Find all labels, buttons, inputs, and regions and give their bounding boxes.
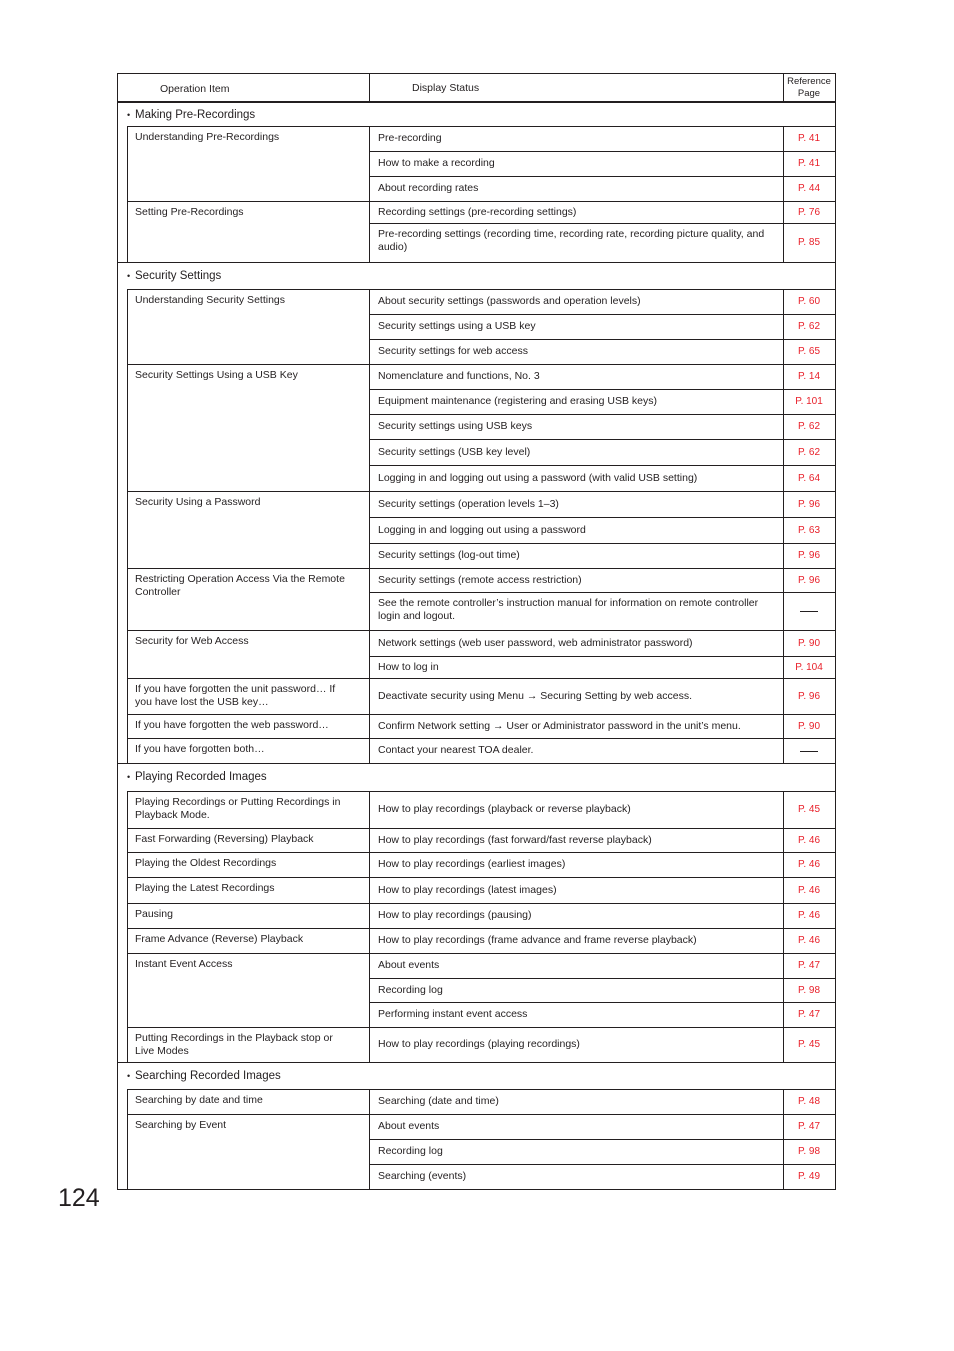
section-title: Making Pre-Recordings [135, 109, 256, 121]
reference-page-link: P. 98 [797, 1146, 821, 1157]
row-divider [369, 592, 835, 593]
operation-item: Frame Advance (Reverse) Playback [135, 933, 304, 945]
row-divider [369, 543, 835, 544]
operation-item: If you have forgotten the web password… [135, 719, 329, 731]
row-divider [369, 1164, 835, 1165]
reference-page-link: P. 45 [797, 804, 821, 815]
display-status: Security settings for web access [378, 345, 528, 357]
display-status: Network settings (web user password, web administrator password) [378, 637, 693, 649]
column-divider [127, 791, 128, 1062]
column-divider [127, 1089, 128, 1189]
reference-page-link: P. 90 [797, 721, 821, 732]
page-number: 124 [58, 1184, 100, 1212]
display-status: Contact your nearest TOA dealer. [378, 744, 534, 756]
row-divider [117, 262, 835, 263]
row-divider [369, 978, 835, 979]
display-status: Security settings using a USB key [378, 320, 536, 332]
reference-page-link: P. 96 [797, 499, 821, 510]
reference-page-link: P. 48 [797, 1096, 821, 1107]
operation-item: Understanding Pre-Recordings [135, 131, 280, 143]
reference-page-link: P. 64 [797, 473, 821, 484]
row-divider [127, 903, 835, 904]
reference-page-link: P. 76 [797, 207, 821, 218]
row-divider [369, 656, 835, 657]
bullet-marker: • [127, 772, 131, 782]
reference-page-link: P. 47 [797, 1009, 821, 1020]
reference-page-link: P. 96 [797, 550, 821, 561]
row-divider [369, 1139, 835, 1140]
section-title: Searching Recorded Images [135, 1070, 281, 1082]
bullet-marker: • [127, 271, 131, 281]
header-reference-page: Reference Page [787, 76, 831, 99]
reference-page-link: P. 62 [797, 321, 821, 332]
section-title: Security Settings [135, 270, 222, 282]
operation-item: If you have forgotten both… [135, 743, 265, 755]
operation-item: Setting Pre-Recordings [135, 206, 244, 218]
row-divider [127, 1089, 835, 1090]
row-divider [127, 126, 835, 127]
display-status: Pre-recording settings (recording time, recording rate, recording picture quality, and audio) [378, 228, 765, 253]
operation-item: Pausing [135, 908, 173, 920]
display-status: How to make a recording [378, 157, 495, 169]
display-status: See the remote controller’s instruction manual for information on remote controller login and logout. [378, 597, 759, 622]
row-divider [127, 201, 835, 202]
operation-item: Playing the Oldest Recordings [135, 857, 277, 869]
reference-page-link: P. 41 [797, 158, 821, 169]
operation-item: Restricting Operation Access Via the Remote Controller [135, 573, 345, 598]
display-status: About events [378, 959, 440, 971]
operation-item: Putting Recordings in the Playback stop or Live Modes [135, 1032, 333, 1057]
row-divider [369, 1002, 835, 1003]
display-status: Security settings (remote access restriction) [378, 574, 582, 586]
bullet-marker: • [127, 1071, 131, 1081]
display-status: Pre-recording [378, 132, 442, 144]
reference-page-link: P. 98 [797, 985, 821, 996]
row-divider [127, 1027, 835, 1028]
row-divider [117, 101, 835, 103]
column-divider [369, 791, 370, 1062]
display-status: How to log in [378, 661, 439, 673]
display-status: How to play recordings (fast forward/fast reverse playback) [378, 834, 652, 846]
row-divider [127, 678, 835, 679]
display-status: Confirm Network setting → User or Administrator password in the unit’s menu. [378, 720, 741, 732]
operation-item: Playing Recordings or Putting Recordings in Playback Mode. [135, 796, 341, 821]
row-divider [369, 176, 835, 177]
row-divider [369, 414, 835, 415]
display-status: Nomenclature and functions, No. 3 [378, 370, 540, 382]
reference-page-link: P. 60 [797, 296, 821, 307]
display-status: How to play recordings (playback or reverse playback) [378, 803, 631, 815]
display-status: Logging in and logging out using a password (with valid USB setting) [378, 472, 698, 484]
row-divider [127, 791, 835, 792]
reference-page-link: P. 46 [797, 885, 821, 896]
bullet-marker: • [127, 110, 131, 120]
column-divider [369, 126, 370, 262]
display-status: Performing instant event access [378, 1008, 528, 1020]
reference-page-link: P. 62 [797, 447, 821, 458]
no-reference-dash [800, 611, 818, 612]
reference-page-link: P. 46 [797, 910, 821, 921]
display-status: Searching (date and time) [378, 1095, 499, 1107]
row-divider [127, 1114, 835, 1115]
row-divider [127, 828, 835, 829]
row-divider [369, 465, 835, 466]
reference-page-link: P. 96 [797, 691, 821, 702]
display-status: About recording rates [378, 182, 479, 194]
operation-item: Security Using a Password [135, 496, 261, 508]
reference-page-link: P. 44 [797, 183, 821, 194]
section-title: Playing Recorded Images [135, 771, 267, 783]
operation-item: Instant Event Access [135, 958, 233, 970]
row-divider [369, 439, 835, 440]
operation-item: Searching by date and time [135, 1094, 263, 1106]
row-divider [127, 928, 835, 929]
row-divider [117, 763, 835, 764]
display-status: Recording log [378, 1145, 443, 1157]
row-divider [127, 852, 835, 853]
operation-item: Playing the Latest Recordings [135, 882, 275, 894]
reference-page-link: P. 46 [797, 835, 821, 846]
row-divider [369, 223, 835, 224]
reference-page-link: P. 49 [797, 1171, 821, 1182]
row-divider [127, 953, 835, 954]
reference-page-link: P. 46 [797, 859, 821, 870]
display-status: Security settings using USB keys [378, 420, 533, 432]
row-divider [127, 877, 835, 878]
row-divider [369, 151, 835, 152]
display-status: Deactivate security using Menu → Securing Setting by web access. [378, 690, 692, 702]
display-status: Recording log [378, 984, 443, 996]
display-status: Security settings (log-out time) [378, 549, 520, 561]
display-status: Security settings (operation levels 1–3) [378, 498, 559, 510]
display-status: Logging in and logging out using a password [378, 524, 586, 536]
no-reference-dash [800, 751, 818, 752]
row-divider [127, 364, 835, 365]
row-divider [369, 314, 835, 315]
reference-page-link: P. 47 [797, 1121, 821, 1132]
reference-page-link: P. 96 [797, 575, 821, 586]
display-status: About events [378, 1120, 440, 1132]
reference-page-link: P. 47 [797, 960, 821, 971]
display-status: About security settings (passwords and operation levels) [378, 295, 641, 307]
header-display-status: Display Status [412, 82, 480, 94]
row-divider [127, 738, 835, 739]
reference-page-link: P. 85 [797, 237, 821, 248]
reference-page-link: P. 104 [795, 662, 823, 673]
operation-item: Fast Forwarding (Reversing) Playback [135, 833, 314, 845]
display-status: Equipment maintenance (registering and erasing USB keys) [378, 395, 657, 407]
reference-page-link: P. 14 [797, 371, 821, 382]
row-divider [127, 714, 835, 715]
reference-page-link: P. 62 [797, 421, 821, 432]
row-divider [127, 568, 835, 569]
operation-item: If you have forgotten the unit password… If you have lost the USB key… [135, 683, 336, 708]
reference-page-link: P. 63 [797, 525, 821, 536]
row-divider [369, 517, 835, 518]
row-divider [127, 289, 835, 290]
row-divider [369, 339, 835, 340]
display-status: How to play recordings (pausing) [378, 909, 532, 921]
display-status: Searching (events) [378, 1170, 467, 1182]
column-divider [369, 289, 370, 763]
reference-page-link: P. 46 [797, 935, 821, 946]
reference-page-link: P. 41 [797, 133, 821, 144]
operation-item: Searching by Event [135, 1119, 227, 1131]
display-status: How to play recordings (playing recordings) [378, 1038, 580, 1050]
header-operation-item: Operation Item [160, 83, 230, 95]
operation-item: Security Settings Using a USB Key [135, 369, 298, 381]
column-divider [783, 791, 784, 1062]
column-divider [127, 289, 128, 763]
operation-item: Understanding Security Settings [135, 294, 285, 306]
display-status: How to play recordings (latest images) [378, 884, 557, 896]
reference-page-link: P. 101 [795, 396, 823, 407]
operation-item: Security for Web Access [135, 635, 249, 647]
display-status: Security settings (USB key level) [378, 446, 531, 458]
column-divider [127, 126, 128, 262]
column-divider [369, 73, 370, 101]
display-status: Recording settings (pre-recording settings) [378, 206, 577, 218]
display-status: How to play recordings (frame advance and frame reverse playback) [378, 934, 697, 946]
row-divider [117, 1062, 835, 1063]
reference-page-link: P. 90 [797, 638, 821, 649]
reference-page-link: P. 45 [797, 1039, 821, 1050]
reference-page-link: P. 65 [797, 346, 821, 357]
row-divider [127, 491, 835, 492]
row-divider [127, 630, 835, 631]
row-divider [369, 389, 835, 390]
display-status: How to play recordings (earliest images) [378, 858, 566, 870]
